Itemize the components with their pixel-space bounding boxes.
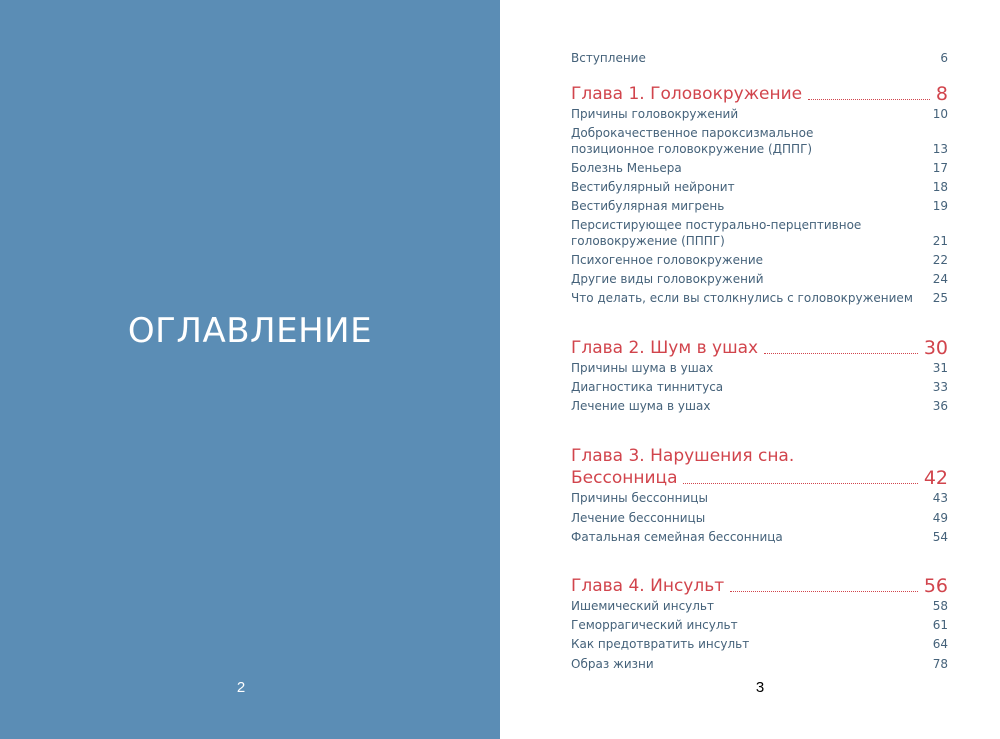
toc-entry bbox=[571, 510, 948, 526]
chapter-page: 42 bbox=[923, 467, 948, 489]
toc-entry bbox=[571, 160, 948, 176]
chapter-title: Глава 4. Инсульт bbox=[571, 576, 725, 596]
toc-entry-page: 21 bbox=[932, 234, 948, 248]
toc-entry-page: 33 bbox=[932, 380, 948, 394]
dot-leader bbox=[730, 591, 918, 592]
toc-entry-label: Болезнь Меньера bbox=[571, 161, 682, 175]
toc-entry-page: 31 bbox=[932, 361, 948, 375]
toc-entry-label: Лечение шума в ушах bbox=[571, 399, 711, 413]
toc-entry-label: Причины головокружений bbox=[571, 107, 739, 121]
toc-entry-page: 24 bbox=[932, 272, 948, 286]
toc-entry bbox=[571, 617, 948, 633]
toc-entry-page: 36 bbox=[932, 399, 948, 413]
chapter-page: 56 bbox=[923, 575, 948, 597]
toc-entry-label: головокружение (ПППГ) bbox=[571, 234, 725, 248]
toc-entry-page: 78 bbox=[932, 657, 948, 671]
toc-entry-label: Вестибулярная мигрень bbox=[571, 199, 725, 213]
toc-entry-page: 13 bbox=[932, 142, 948, 156]
toc-entry bbox=[571, 217, 948, 233]
chapter-title: Глава 2. Шум в ушах bbox=[571, 338, 759, 358]
toc-entry-label: Лечение бессонницы bbox=[571, 511, 706, 525]
toc-entry bbox=[571, 656, 948, 672]
toc-entry-page: 58 bbox=[932, 599, 948, 613]
toc-entry-label: Образ жизни bbox=[571, 657, 654, 671]
toc-entry-label: Диагностика тиннитуса bbox=[571, 380, 724, 394]
chapter-page: 30 bbox=[923, 337, 948, 359]
toc-entry-page: 10 bbox=[932, 107, 948, 121]
toc-entry-label: Причины бессонницы bbox=[571, 491, 708, 505]
toc-entry-label: позиционное головокружение (ДППГ) bbox=[571, 142, 813, 156]
toc-entry bbox=[571, 598, 948, 614]
toc-entry-page: 61 bbox=[932, 618, 948, 632]
toc-entry-page: 25 bbox=[932, 291, 948, 305]
toc-entry-page: 49 bbox=[932, 511, 948, 525]
chapter-title: Глава 1. Головокружение bbox=[571, 84, 803, 104]
toc-entry-page: 6 bbox=[940, 51, 948, 65]
chapter-title: Бессонница bbox=[571, 468, 678, 488]
toc-entry bbox=[571, 179, 948, 195]
toc-entry bbox=[571, 360, 948, 376]
chapter-2-heading bbox=[571, 337, 948, 359]
dot-leader bbox=[764, 353, 918, 354]
toc-entry bbox=[571, 490, 948, 506]
toc-entry-label: Что делать, если вы столкнулись с головокружением bbox=[571, 291, 913, 305]
toc-entry-page: 18 bbox=[932, 180, 948, 194]
toc-entry bbox=[571, 233, 948, 249]
chapter-title: Глава 3. Нарушения сна. bbox=[571, 446, 795, 466]
toc-entry-label: Персистирующее постурально-перцептивное bbox=[571, 218, 862, 232]
toc-entry-label: Вступление bbox=[571, 51, 646, 65]
chapter-1-heading bbox=[571, 83, 948, 105]
toc-entry bbox=[571, 252, 948, 268]
toc-entry bbox=[571, 106, 948, 122]
toc-entry-page: 19 bbox=[932, 199, 948, 213]
toc-entry-page: 43 bbox=[932, 491, 948, 505]
toc-entry bbox=[571, 398, 948, 414]
toc-entry-page: 64 bbox=[932, 637, 948, 651]
toc-entry-page: 22 bbox=[932, 253, 948, 267]
toc-entry-label: Как предотвратить инсульт bbox=[571, 637, 750, 651]
dot-leader bbox=[808, 99, 930, 100]
toc-entry bbox=[571, 125, 948, 141]
right-page-number: 3 bbox=[755, 679, 765, 696]
chapter-page: 8 bbox=[935, 83, 948, 105]
left-page-number: 2 bbox=[236, 679, 246, 696]
toc-entry-label: Другие виды головокружений bbox=[571, 272, 764, 286]
toc-entry bbox=[571, 271, 948, 287]
toc-entry-label: Психогенное головокружение bbox=[571, 253, 764, 267]
toc-entry-label: Геморрагический инсульт bbox=[571, 618, 738, 632]
toc-entry bbox=[571, 141, 948, 157]
toc-entry-page: 54 bbox=[932, 530, 948, 544]
toc-title: ОГЛАВЛЕНИЕ bbox=[127, 311, 373, 351]
toc-entry-label: Причины шума в ушах bbox=[571, 361, 714, 375]
chapter-3-heading-line2 bbox=[571, 467, 948, 489]
toc-entry-label: Ишемический инсульт bbox=[571, 599, 714, 613]
chapter-4-heading bbox=[571, 575, 948, 597]
toc-entry-label: Доброкачественное пароксизмальное bbox=[571, 126, 814, 140]
dot-leader bbox=[683, 483, 917, 484]
toc-entry-label: Вестибулярный нейронит bbox=[571, 180, 735, 194]
toc-entry-label: Фатальная семейная бессонница bbox=[571, 530, 783, 544]
toc-entry-page: 17 bbox=[932, 161, 948, 175]
toc-entry bbox=[571, 636, 948, 652]
toc-entry bbox=[571, 290, 948, 306]
chapter-3-heading-line1 bbox=[571, 445, 948, 467]
toc-entry-intro bbox=[571, 50, 948, 66]
toc-entry bbox=[571, 198, 948, 214]
toc-entry bbox=[571, 529, 948, 545]
toc-entry bbox=[571, 379, 948, 395]
